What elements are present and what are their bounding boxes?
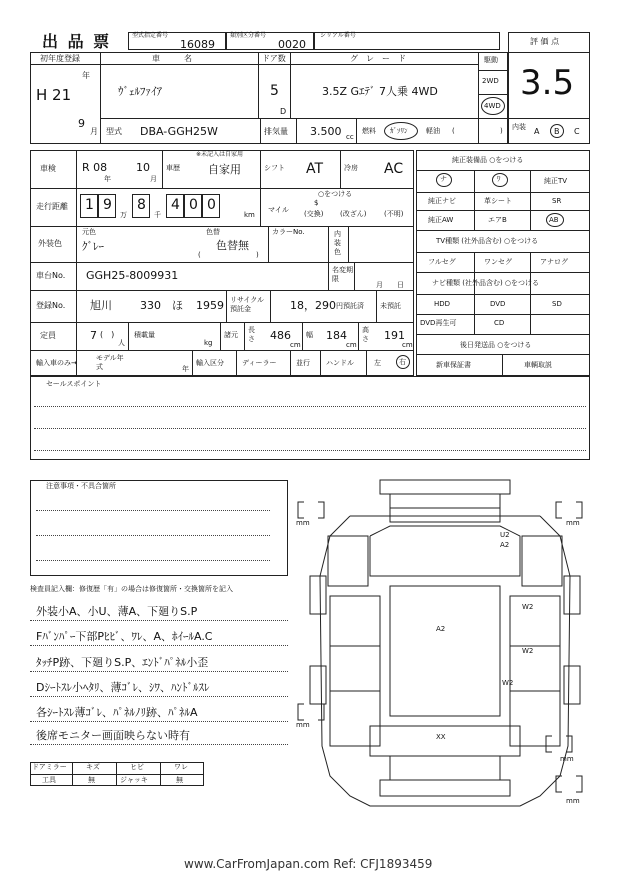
navi1-2: SD (552, 300, 562, 308)
color-change: 色替無 (216, 239, 249, 252)
car-diagram (290, 476, 590, 816)
grade: 3.5Z Gｴﾃﾞ 7人乗 4WD (322, 85, 438, 98)
name-change-label: 名変期限 (332, 266, 353, 283)
bt-r2: ジャッキ (120, 776, 148, 784)
width-cm: cm (346, 341, 357, 349)
mark-w2-right: W2 (522, 603, 534, 611)
recycle-label: リサイクル預託金 (230, 296, 265, 313)
chassis: GGH25-8009931 (86, 269, 179, 282)
mile-label: マイル (268, 206, 289, 214)
int-color-label: 内装色 (334, 230, 341, 256)
mileage-d3: 8 (137, 197, 146, 213)
mileage-km: km (244, 211, 255, 219)
grade-label: グ レ ー ド (350, 54, 406, 63)
notes-label: 注意事項・不具合箇所 (46, 482, 116, 490)
drive-4wd: 4WD (484, 102, 501, 110)
shift: AT (306, 161, 324, 177)
type-no: 16089 (180, 38, 215, 51)
model-year-label: モデル年式 (96, 354, 124, 371)
sales-point-box (30, 376, 590, 460)
capacity-people: 人 (118, 339, 125, 347)
equip-r1-1: ﾜ (497, 175, 501, 183)
cc: cc (346, 133, 354, 141)
mark-w2-rear: W2 (502, 679, 514, 687)
mm-4: mm (560, 755, 574, 763)
equip-r3-0: 純正AW (428, 216, 454, 224)
capacity-label: 定員 (40, 331, 56, 340)
orig-color: ｸﾞﾚｰ (82, 240, 104, 253)
load-label: 積載量 (134, 331, 155, 339)
later-title: 後日発送品 ○をつける (460, 341, 532, 349)
ac: AC (384, 161, 404, 177)
bt-h3: ワレ (174, 763, 188, 771)
inspector-line-2: ﾀｯﾁP跡、下廻りS.P、ｴﾝﾄﾞﾊﾟﾈﾙ小歪 (36, 656, 209, 669)
equip-r1-0: ナ (440, 175, 447, 183)
circle-note: ○をつける (318, 190, 353, 198)
fuel: ｶﾞｿﾘﾝ (390, 127, 408, 135)
length-label: 長さ (248, 326, 255, 343)
model: DBA-GGH25W (140, 125, 218, 138)
tv-title: TV種類 (社外品含む) ○をつける (436, 237, 539, 245)
sales-point-label: セールスポイント (46, 380, 102, 388)
mm-1: mm (296, 519, 310, 527)
bt-h2: ヒビ (130, 763, 144, 771)
first-reg-era: H 21 (36, 86, 72, 104)
score-value: 3.5 (520, 63, 575, 103)
mark-a2-front: A2 (500, 541, 510, 549)
ac-label: 冷房 (344, 164, 358, 172)
interior-a: A (534, 127, 540, 136)
unknown: (不明) (384, 210, 404, 218)
import-parallel: 並行 (296, 359, 310, 367)
mark-xx: XX (436, 733, 446, 741)
mileage-d6: 0 (207, 197, 216, 213)
width-label: 幅 (306, 331, 313, 339)
equip-r3-1: エアB (488, 216, 507, 224)
handle-right: 右 (399, 358, 406, 366)
first-reg-month-unit: 月 (90, 127, 98, 136)
first-reg-label: 初年度登録 (40, 54, 80, 63)
height: 191 (384, 329, 405, 342)
shaken-label: 車検 (40, 164, 56, 173)
reg-kana: ほ (172, 299, 183, 312)
doors-d: D (280, 107, 287, 116)
color-label: 外装色 (38, 239, 62, 248)
inspector-line-4: 各ｼｰﾄｽﾚ薄ｺﾞﾚ、ﾊﾟﾈﾙﾉﾘ跡、ﾊﾟﾈﾙA (36, 706, 198, 719)
equip-r3-2: AB (549, 216, 559, 224)
navi2-0: DVD再生可 (420, 319, 457, 327)
mark-u2: U2 (500, 531, 510, 539)
reg-class: 330 (140, 299, 161, 312)
serial-label: シリアル番号 (320, 32, 356, 39)
inspector-line-1: Fﾊﾞﾝﾊﾟｰ下部Pﾋﾋﾞ、ﾜﾚ、A、ﾎｲｰﾙA.C (36, 630, 213, 643)
doors: 5 (270, 83, 279, 99)
dollar: $ (314, 199, 319, 207)
chassis-label: 車台No. (36, 271, 66, 280)
model-label: 型式 (106, 127, 122, 136)
equipment-title: 純正装備品 ○をつける (452, 156, 524, 164)
sheet-title: 出 品 票 (42, 32, 112, 51)
handle-label: ハンドル (326, 359, 354, 367)
bt-h0: ドアミラー (32, 763, 67, 771)
mileage-d2: 9 (103, 197, 112, 213)
equip-r2-1: 革シート (484, 197, 512, 205)
fuel-label: 燃料 (362, 127, 376, 135)
inspector-line-3: Dｼｰﾄｽﾚ小ﾍﾀﾘ、薄ｺﾞﾚ、ｼﾜ、ﾊﾝﾄﾞﾙｽﾚ (36, 681, 210, 694)
light-oil-label: 軽油 (426, 127, 440, 135)
score-title: 評 価 点 (530, 37, 560, 46)
notes-box (30, 480, 288, 576)
length-cm: cm (290, 341, 301, 349)
later-0: 新車保証書 (436, 361, 471, 369)
tampered: (改ざん) (340, 210, 367, 218)
size-label: 諸元 (224, 331, 238, 339)
inspector-line-5: 後席モニター画面映らない時有 (36, 729, 190, 742)
mileage-d4: 4 (171, 197, 180, 213)
displacement: 3.500 (310, 125, 342, 138)
equip-r2-2: SR (552, 197, 562, 205)
import-label: 輸入車のみ→ (36, 359, 77, 367)
shift-label: シフト (264, 164, 285, 172)
displacement-label: 排気量 (264, 127, 288, 136)
interior-label: 内装 (512, 123, 526, 131)
mileage-sen: 千 (154, 211, 161, 219)
car-name-label: 車 名 (152, 54, 192, 63)
shaken-month-unit: 月 (150, 175, 157, 183)
class-no: 0020 (278, 38, 306, 51)
reg-area: 旭川 (90, 299, 112, 312)
recycle-unit: 円預託済 (336, 302, 364, 310)
navi-title: ナビ種類 (社外品含む) ○をつける (432, 279, 540, 287)
type-no-label: 型式指定番号 (132, 32, 169, 39)
inspector-line-0: 外装小A、小U、薄A、下廻りS.P (36, 605, 198, 618)
bt-r1: 無 (88, 776, 95, 784)
tv-1: ワンセグ (484, 258, 512, 266)
drive-2wd: 2WD (482, 77, 499, 85)
recycle-not: 未預託 (380, 302, 401, 310)
exchange: (交換) (304, 210, 324, 218)
inspector-label: 検査員記入欄：修復歴「有」の場合は修復箇所・交換箇所を記入 (30, 585, 233, 593)
navi1-0: HDD (434, 300, 451, 308)
handle-left: 左 (374, 359, 381, 367)
orig-color-label: 元色 (82, 228, 96, 236)
mark-w2-mid: W2 (522, 647, 534, 655)
bt-h1: キズ (86, 763, 100, 771)
mileage-d5: 0 (189, 197, 198, 213)
mileage-label: 走行距離 (36, 202, 68, 211)
tv-0: フルセグ (428, 258, 456, 266)
navi2-1: CD (494, 319, 505, 327)
class-no-label: 類別区分番号 (230, 32, 267, 39)
equip-r2-0: 純正ナビ (428, 197, 456, 205)
height-cm: cm (402, 341, 413, 349)
length: 486 (270, 329, 291, 342)
bt-r3: 無 (176, 776, 183, 784)
use-note: ※未記入は自家用 (196, 151, 244, 158)
footer-watermark: www.CarFromJapan.com Ref: CFJ1893459 (184, 857, 433, 871)
mileage-man: 万 (120, 211, 127, 219)
drive-label: 駆動 (484, 56, 498, 64)
interior-c: C (574, 127, 580, 136)
width: 184 (326, 329, 347, 342)
mm-3: mm (296, 721, 310, 729)
mm-2: mm (566, 519, 580, 527)
shaken-month: 10 (136, 161, 150, 174)
later-1: 車輌取説 (524, 361, 552, 369)
reg-num: 1959 (196, 299, 224, 312)
interior-b: B (554, 127, 560, 136)
capacity: 7 (90, 329, 97, 342)
bt-r0: 工具 (42, 776, 56, 784)
model-year-unit: 年 (182, 365, 189, 373)
capacity-paren: ( ) (100, 330, 115, 339)
recycle: 18，290 (290, 299, 336, 312)
import-type-label: 輸入区分 (196, 359, 224, 367)
mileage-d1: 1 (85, 197, 94, 213)
import-dealer: ディーラー (242, 359, 277, 367)
first-reg-year-unit: 年 (82, 71, 90, 80)
mm-5: mm (566, 797, 580, 805)
mark-a2-roof: A2 (436, 625, 446, 633)
color-code-label: カラーNo. (272, 228, 305, 236)
first-reg-month: 9 (78, 117, 85, 130)
use-label: 車歴 (166, 164, 180, 172)
car-name: ｳﾞｪﾙﾌｧｲｱ (118, 85, 162, 98)
navi1-1: DVD (490, 300, 506, 308)
reg-label: 登録No. (36, 301, 66, 310)
shaken: R 08 (82, 161, 108, 174)
equip-r1-2: 純正TV (544, 177, 568, 185)
doors-label: ドア数 (262, 54, 286, 63)
use: 自家用 (208, 163, 241, 176)
tv-2: アナログ (540, 258, 568, 266)
color-change-label: 色替 (206, 228, 220, 236)
name-change-date: 月 日 (376, 281, 404, 289)
load-kg: kg (204, 339, 213, 347)
height-label: 高さ (362, 326, 369, 343)
shaken-year-unit: 年 (104, 175, 111, 183)
